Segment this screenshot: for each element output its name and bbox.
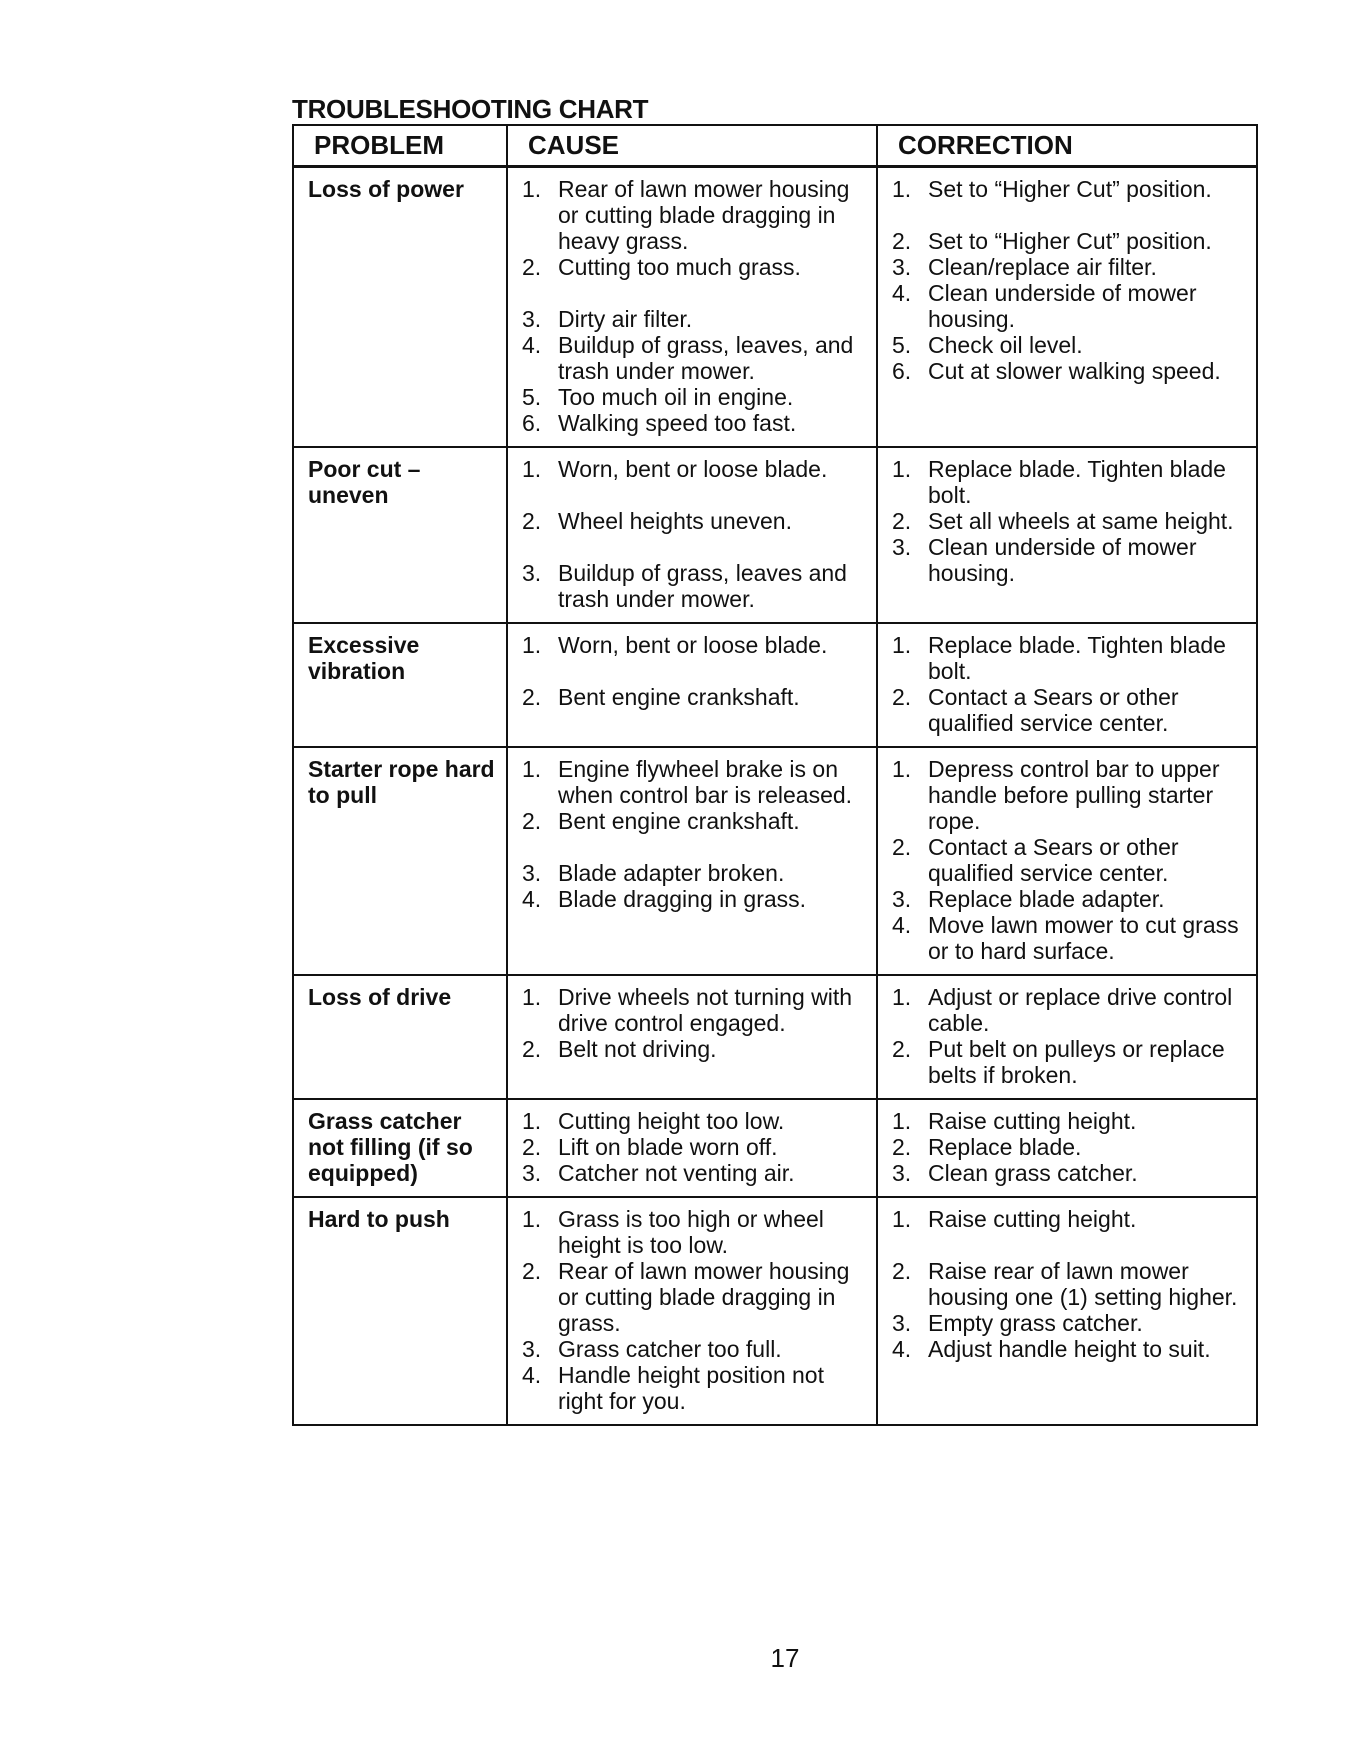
list-item <box>518 456 868 482</box>
item-text: Cutting too much grass. <box>558 254 801 280</box>
list-item <box>518 1108 868 1134</box>
table-row <box>293 623 1257 747</box>
list-item <box>518 984 868 1036</box>
item-number: 3. <box>892 886 912 912</box>
item-number: 3. <box>892 254 912 280</box>
item-number: 3. <box>522 1160 542 1186</box>
item-number: 2. <box>892 834 912 860</box>
list-item <box>888 1134 1248 1160</box>
list-item <box>518 176 868 254</box>
troubleshooting-table <box>292 124 1258 1426</box>
cause-cell-list <box>518 1108 868 1186</box>
item-text: Replace blade. Tighten blade bolt. <box>928 456 1226 508</box>
item-text: Set to “Higher Cut” position. <box>928 176 1212 202</box>
item-text: Rear of lawn mower housing or cutting blade dragging in heavy grass. <box>558 176 850 254</box>
list-item <box>888 332 1248 358</box>
header-problem: PROBLEM <box>293 125 507 167</box>
item-text: Worn, bent or loose blade. <box>558 632 828 658</box>
correction-cell-list <box>888 1206 1248 1362</box>
correction-cell <box>877 747 1257 975</box>
header-correction: CORRECTION <box>877 125 1257 167</box>
item-number: 3. <box>892 534 912 560</box>
list-item <box>518 1336 868 1362</box>
item-text: Replace blade. Tighten blade bolt. <box>928 632 1226 684</box>
item-number: 1. <box>892 176 912 202</box>
item-text: Catcher not venting air. <box>558 1160 795 1186</box>
item-text: Cutting height too low. <box>558 1108 785 1134</box>
list-item <box>518 1258 868 1336</box>
correction-cell-list <box>888 456 1248 586</box>
item-number: 1. <box>522 756 542 782</box>
correction-cell <box>877 1099 1257 1197</box>
list-item <box>518 1206 868 1258</box>
item-text: Set to “Higher Cut” position. <box>928 228 1212 254</box>
item-text: Contact a Sears or other qualified service center. <box>928 834 1179 886</box>
item-text: Lift on blade worn off. <box>558 1134 778 1160</box>
list-item <box>518 632 868 658</box>
list-item <box>888 1310 1248 1336</box>
item-text: Drive wheels not turning with drive control engaged. <box>558 984 853 1036</box>
item-number: 1. <box>522 1108 542 1134</box>
item-number: 2. <box>522 254 542 280</box>
item-text: Grass catcher too full. <box>558 1336 782 1362</box>
list-item <box>888 1108 1248 1134</box>
item-text: Adjust handle height to suit. <box>928 1336 1211 1362</box>
item-text: Buildup of grass, leaves, and trash under mower. <box>558 332 854 384</box>
item-number: 1. <box>522 456 542 482</box>
item-text: Worn, bent or loose blade. <box>558 456 828 482</box>
item-number: 2. <box>892 1036 912 1062</box>
list-item <box>888 834 1248 886</box>
item-text: Bent engine crankshaft. <box>558 684 800 710</box>
list-item <box>888 456 1248 508</box>
list-item <box>518 860 868 886</box>
table-row <box>293 975 1257 1099</box>
table-row <box>293 167 1257 448</box>
item-number: 1. <box>892 456 912 482</box>
item-text: Engine flywheel brake is on when control bar is released. <box>558 756 853 808</box>
list-item <box>888 280 1248 332</box>
item-text: Move lawn mower to cut grass or to hard surface. <box>928 912 1239 964</box>
correction-cell-list <box>888 984 1248 1088</box>
item-number: 6. <box>892 358 912 384</box>
item-text: Contact a Sears or other qualified service center. <box>928 684 1179 736</box>
item-number: 4. <box>522 332 542 358</box>
list-item <box>888 912 1248 964</box>
list-item <box>888 684 1248 736</box>
item-number: 3. <box>522 560 542 586</box>
list-item <box>888 534 1248 586</box>
item-text: Wheel heights uneven. <box>558 508 792 534</box>
correction-cell <box>877 447 1257 623</box>
item-text: Buildup of grass, leaves and trash under mower. <box>558 560 847 612</box>
cause-cell <box>507 1099 877 1197</box>
item-number: 2. <box>892 508 912 534</box>
item-text: Raise rear of lawn mower housing one (1) setting higher. <box>928 1258 1238 1310</box>
correction-cell-list <box>888 1108 1248 1186</box>
correction-cell-list <box>888 176 1248 384</box>
item-text: Put belt on pulleys or replace belts if broken. <box>928 1036 1225 1088</box>
list-item <box>888 228 1248 254</box>
list-item <box>888 632 1248 684</box>
cause-cell-list <box>518 756 868 912</box>
table-row <box>293 447 1257 623</box>
correction-cell <box>877 167 1257 448</box>
problem-cell: Grass catcher not filling (if so equipped) <box>293 1099 507 1197</box>
item-number: 2. <box>522 1134 542 1160</box>
item-text: Too much oil in engine. <box>558 384 794 410</box>
item-number: 1. <box>892 1108 912 1134</box>
list-item <box>518 410 868 436</box>
item-number: 2. <box>522 1258 542 1284</box>
list-item <box>888 254 1248 280</box>
item-text: Belt not driving. <box>558 1036 717 1062</box>
list-item <box>888 508 1248 534</box>
list-item <box>888 1160 1248 1186</box>
item-text: Blade dragging in grass. <box>558 886 807 912</box>
list-item <box>518 886 868 912</box>
correction-cell <box>877 975 1257 1099</box>
problem-cell: Poor cut – uneven <box>293 447 507 623</box>
item-text: Grass is too high or wheel height is too low. <box>558 1206 824 1258</box>
list-item <box>518 254 868 280</box>
list-item <box>518 1160 868 1186</box>
correction-cell-list <box>888 756 1248 964</box>
cause-cell-list <box>518 1206 868 1414</box>
item-text: Raise cutting height. <box>928 1108 1137 1134</box>
problem-cell: Loss of power <box>293 167 507 448</box>
problem-cell: Starter rope hard to pull <box>293 747 507 975</box>
problem-cell: Excessive vibration <box>293 623 507 747</box>
item-number: 2. <box>522 508 542 534</box>
item-number: 2. <box>892 228 912 254</box>
list-item <box>518 306 868 332</box>
item-number: 4. <box>892 912 912 938</box>
table-row <box>293 1197 1257 1425</box>
list-item <box>888 756 1248 834</box>
list-item <box>888 1206 1248 1232</box>
list-item <box>888 984 1248 1036</box>
cause-cell-list <box>518 456 868 612</box>
item-number: 6. <box>522 410 542 436</box>
item-text: Cut at slower walking speed. <box>928 358 1221 384</box>
item-number: 4. <box>522 886 542 912</box>
item-number: 4. <box>892 1336 912 1362</box>
item-number: 2. <box>892 684 912 710</box>
item-number: 3. <box>892 1160 912 1186</box>
item-text: Empty grass catcher. <box>928 1310 1143 1336</box>
list-item <box>888 1336 1248 1362</box>
list-item <box>518 1036 868 1062</box>
item-text: Replace blade. <box>928 1134 1082 1160</box>
item-number: 1. <box>892 1206 912 1232</box>
cause-cell-list <box>518 984 868 1062</box>
list-item <box>518 684 868 710</box>
list-item <box>518 756 868 808</box>
table-header-row <box>293 125 1257 167</box>
correction-cell-list <box>888 632 1248 736</box>
header-cause: CAUSE <box>507 125 877 167</box>
item-number: 2. <box>892 1258 912 1284</box>
item-number: 3. <box>522 860 542 886</box>
item-number: 1. <box>892 632 912 658</box>
list-item <box>518 332 868 384</box>
cause-cell-list <box>518 176 868 436</box>
item-text: Replace blade adapter. <box>928 886 1165 912</box>
item-number: 4. <box>522 1362 542 1388</box>
item-text: Adjust or replace drive control cable. <box>928 984 1233 1036</box>
item-number: 2. <box>522 1036 542 1062</box>
list-item <box>888 176 1248 202</box>
chart-title: TROUBLESHOOTING CHART <box>292 94 649 124</box>
item-text: Clean/replace air filter. <box>928 254 1157 280</box>
item-text: Clean grass catcher. <box>928 1160 1138 1186</box>
list-item <box>518 808 868 834</box>
item-text: Raise cutting height. <box>928 1206 1137 1232</box>
item-number: 3. <box>892 1310 912 1336</box>
item-number: 3. <box>522 1336 542 1362</box>
list-item <box>518 384 868 410</box>
table-body <box>293 167 1257 1426</box>
item-text: Dirty air filter. <box>558 306 693 332</box>
table-row <box>293 1099 1257 1197</box>
list-item <box>518 1134 868 1160</box>
item-number: 5. <box>522 384 542 410</box>
cause-cell <box>507 167 877 448</box>
item-number: 5. <box>892 332 912 358</box>
item-number: 1. <box>892 756 912 782</box>
item-number: 4. <box>892 280 912 306</box>
item-number: 2. <box>522 808 542 834</box>
list-item <box>518 1362 868 1414</box>
list-item <box>518 560 868 612</box>
item-text: Bent engine crankshaft. <box>558 808 800 834</box>
item-text: Walking speed too fast. <box>558 410 797 436</box>
item-text: Blade adapter broken. <box>558 860 785 886</box>
cause-cell <box>507 747 877 975</box>
problem-cell: Loss of drive <box>293 975 507 1099</box>
correction-cell <box>877 1197 1257 1425</box>
cause-cell <box>507 623 877 747</box>
item-text: Handle height position not right for you. <box>558 1362 824 1414</box>
table-row <box>293 747 1257 975</box>
item-number: 1. <box>522 984 542 1010</box>
list-item <box>888 1036 1248 1088</box>
item-number: 2. <box>892 1134 912 1160</box>
list-item <box>888 358 1248 384</box>
item-text: Rear of lawn mower housing or cutting blade dragging in grass. <box>558 1258 850 1336</box>
item-text: Clean underside of mower housing. <box>928 280 1197 332</box>
item-number: 3. <box>522 306 542 332</box>
list-item <box>888 1258 1248 1310</box>
item-number: 1. <box>522 176 542 202</box>
item-number: 1. <box>522 632 542 658</box>
correction-cell <box>877 623 1257 747</box>
item-text: Depress control bar to upper handle before pulling starter rope. <box>928 756 1220 834</box>
item-text: Check oil level. <box>928 332 1083 358</box>
item-text: Set all wheels at same height. <box>928 508 1234 534</box>
problem-cell: Hard to push <box>293 1197 507 1425</box>
item-number: 1. <box>892 984 912 1010</box>
page-number: 17 <box>770 1643 800 1673</box>
cause-cell <box>507 447 877 623</box>
item-text: Clean underside of mower housing. <box>928 534 1197 586</box>
cause-cell-list <box>518 632 868 710</box>
list-item <box>888 886 1248 912</box>
cause-cell <box>507 1197 877 1425</box>
item-number: 1. <box>522 1206 542 1232</box>
list-item <box>518 508 868 534</box>
cause-cell <box>507 975 877 1099</box>
item-number: 2. <box>522 684 542 710</box>
